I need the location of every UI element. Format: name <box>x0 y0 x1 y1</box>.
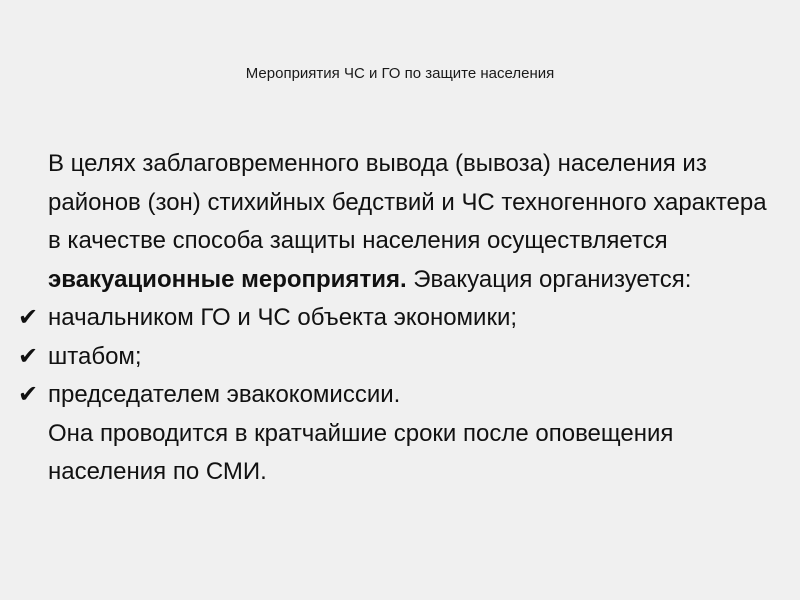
list-item <box>18 338 768 377</box>
list-item-label: штабом; <box>48 342 142 370</box>
list-item-label: председателем эвакокомиссии. <box>48 381 401 408</box>
check-mark-icon: ✔ <box>18 381 39 408</box>
intro-bold-text: эвакуационные мероприятия. <box>48 265 407 293</box>
list-item <box>18 299 768 338</box>
slide-title: Мероприятия ЧС и ГО по защите населения <box>245 65 555 82</box>
closing-paragraph: Она проводится в кратчайшие сроки после оповещения населения по СМИ. <box>48 419 674 485</box>
list-item-label: начальником ГО и ЧС объекта экономики; <box>48 304 518 331</box>
organizers-list <box>18 299 768 415</box>
intro-paragraph <box>48 145 768 299</box>
slide-body <box>18 145 768 492</box>
check-mark-icon: ✔ <box>18 342 39 370</box>
check-mark-icon: ✔ <box>18 304 39 331</box>
intro-text-continued: Эвакуация организуется: <box>406 265 692 293</box>
intro-text: В целях заблаговременного вывода (вывоза) населения из районов (зон) стихийных бедствий и ЧС техногенного характера в качестве способа защиты населения осуществляется <box>48 150 767 254</box>
list-item <box>18 376 768 415</box>
